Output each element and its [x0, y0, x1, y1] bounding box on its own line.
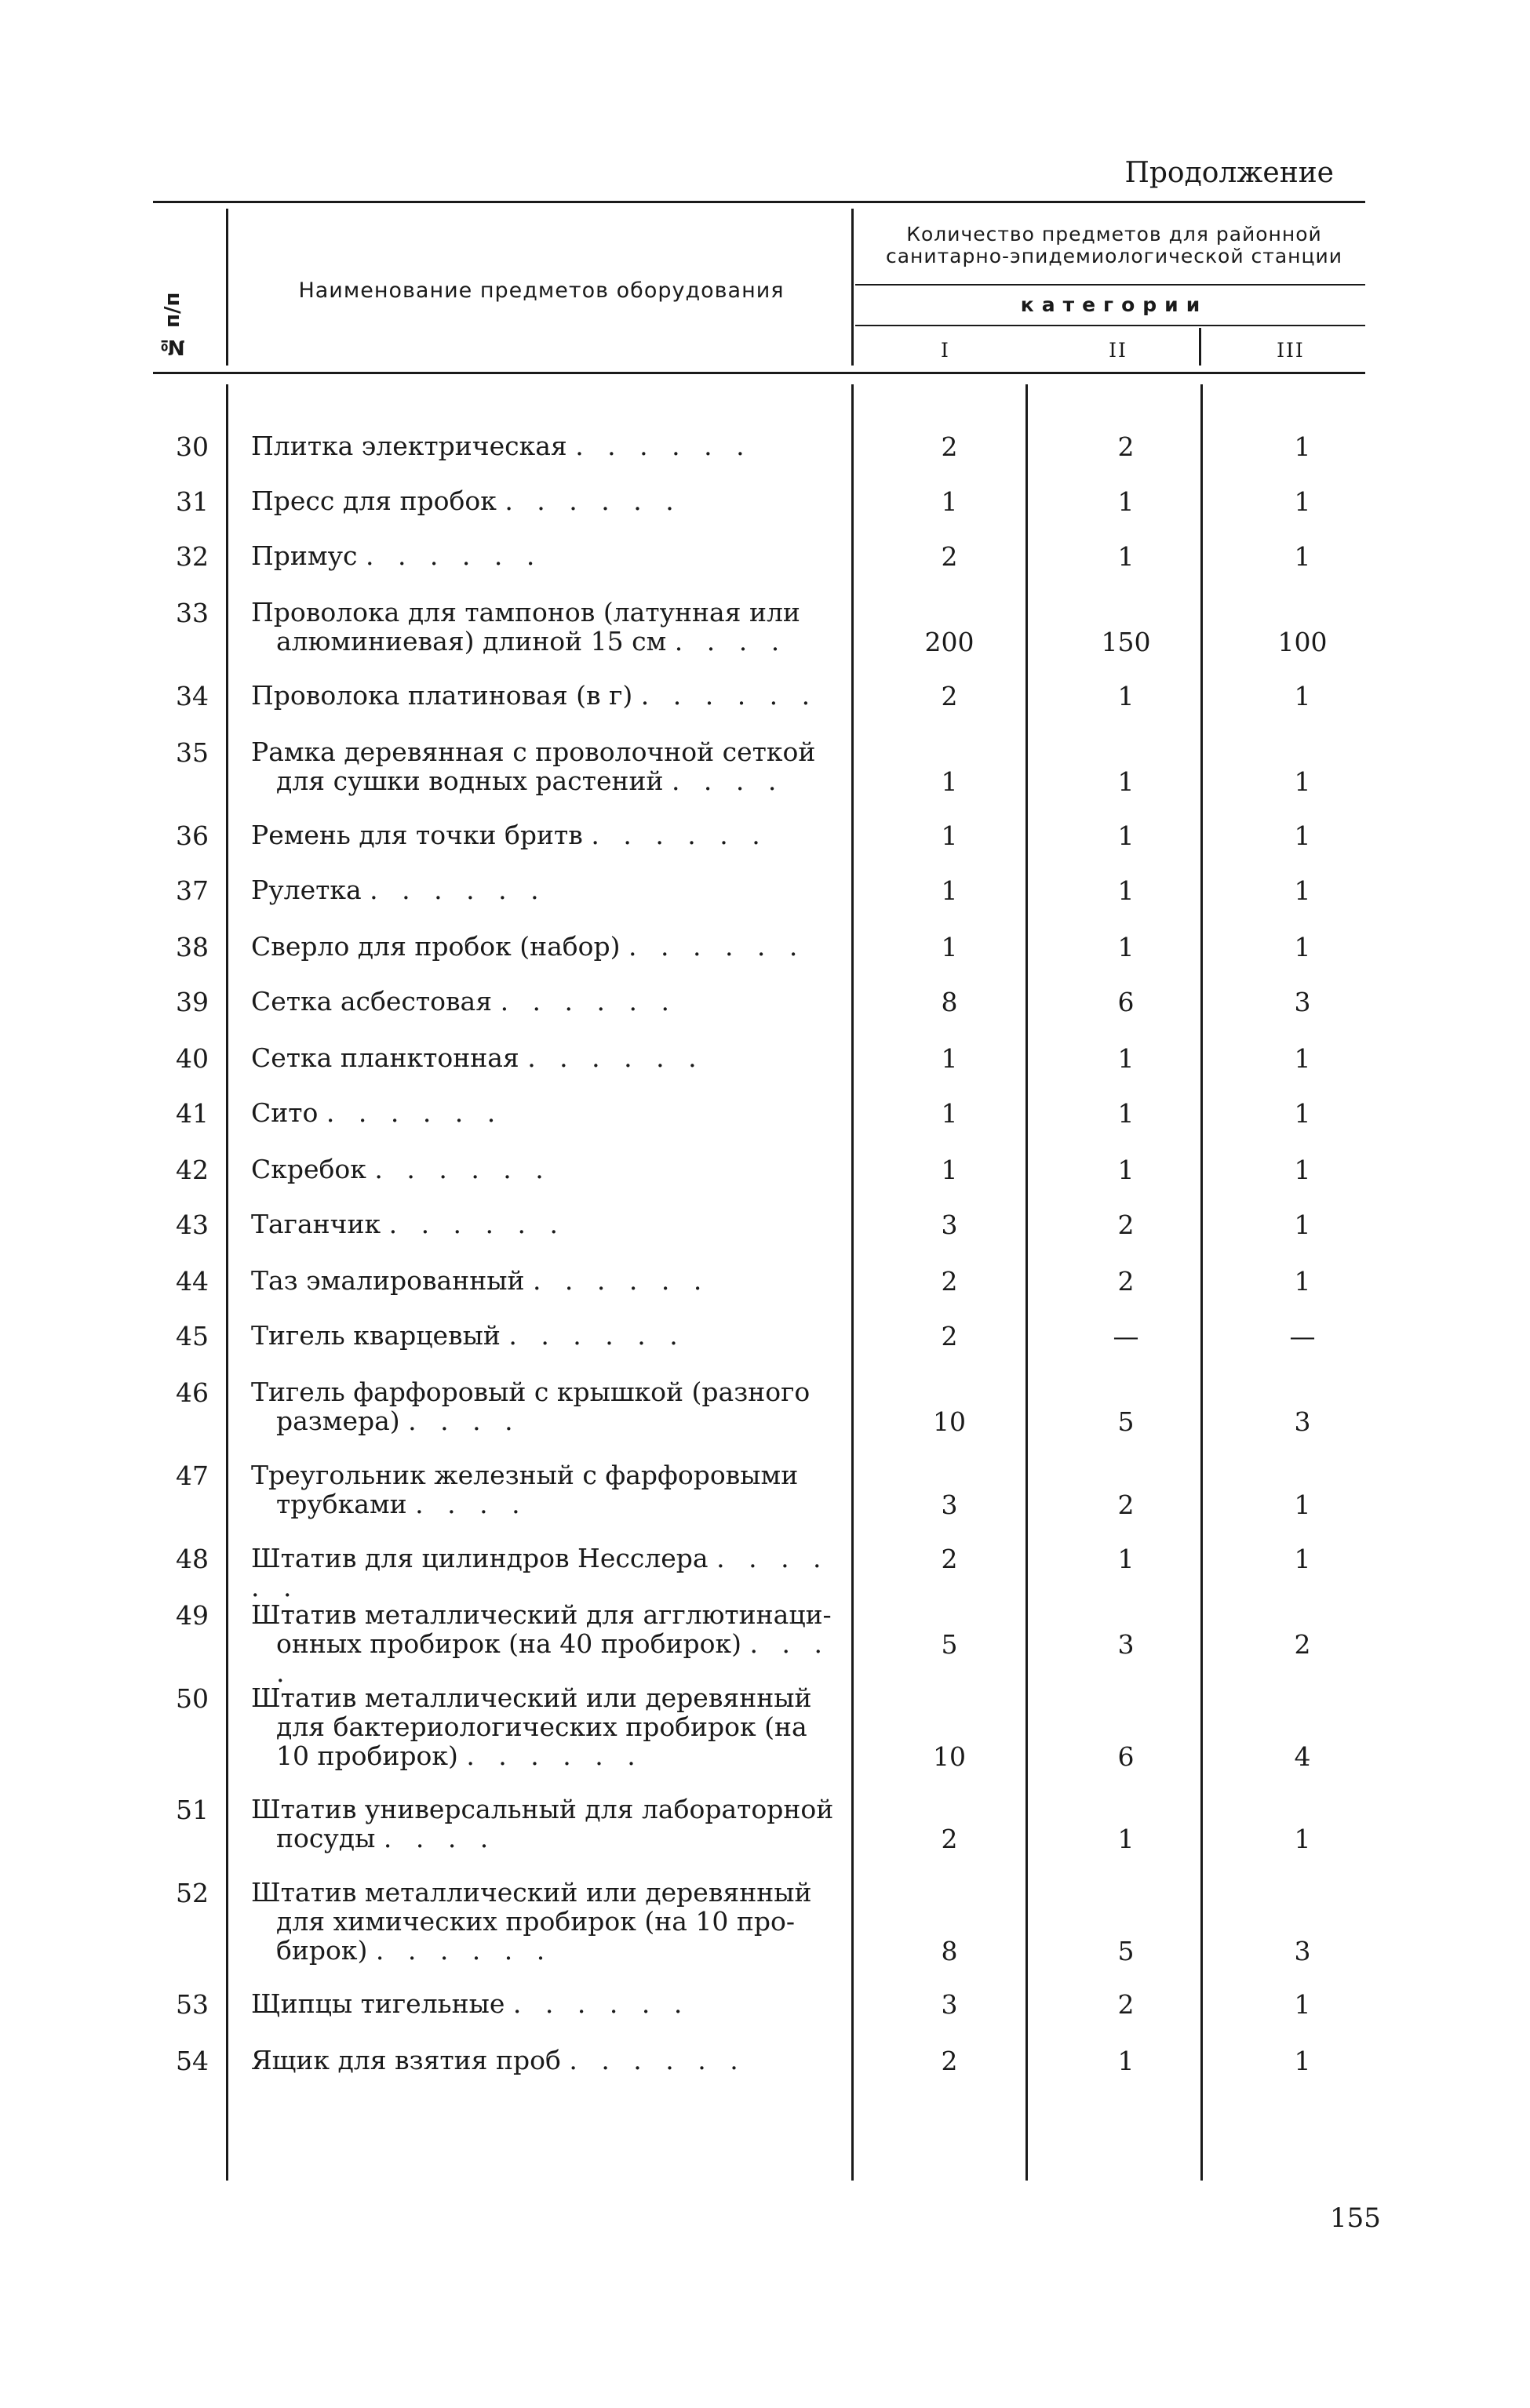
item-name-line: размера) . . . . — [276, 1406, 521, 1436]
category-1-value: 2 — [941, 2046, 958, 2076]
category-2-value: 2 — [1117, 1989, 1135, 2020]
col-divider-name — [851, 209, 854, 366]
category-3-value: — — [1289, 1321, 1316, 1351]
category-1-value: 2 — [941, 541, 958, 572]
row-number: 35 — [176, 737, 209, 768]
category-1-value: 2 — [941, 681, 958, 711]
item-name-line: Ящик для взятия проб . . . . . . — [251, 2045, 746, 2075]
row-number: 54 — [176, 2046, 209, 2076]
row-number: 36 — [176, 820, 209, 851]
category-1-value: 3 — [941, 1209, 958, 1240]
item-name-line: для бактериологических пробирок (на — [276, 1711, 807, 1742]
category-3-value: 1 — [1294, 486, 1311, 517]
category-2-value: 1 — [1117, 875, 1135, 906]
row-number: 43 — [176, 1209, 209, 1240]
item-name-line: для химических пробирок (на 10 про- — [276, 1906, 796, 1937]
category-2-value: 2 — [1117, 1209, 1135, 1240]
category-1-value: 3 — [941, 1490, 958, 1520]
category-3-value: 1 — [1294, 1544, 1311, 1574]
item-name-line: 10 пробирок) . . . . . . — [276, 1741, 643, 1771]
category-3-value: 2 — [1294, 1629, 1311, 1660]
category-1-value: 1 — [941, 486, 958, 517]
category-1-value: 2 — [941, 1544, 958, 1574]
category-2-value: 1 — [1117, 766, 1135, 797]
item-name-line: Таз эмалированный . . . . . . — [251, 1265, 710, 1296]
item-name-line: Рамка деревянная с проволочной сеткой — [251, 737, 816, 767]
header-bottom-rule — [153, 372, 1365, 374]
item-name-line: Тигель кварцевый . . . . . . — [251, 1320, 686, 1351]
item-name — [251, 598, 840, 656]
item-name-line: Сетка планктонная . . . . . . — [251, 1042, 705, 1073]
category-header: категории — [1020, 293, 1208, 316]
name-column-header: Наименование предметов оборудования — [298, 278, 785, 303]
category-2-value: 1 — [1117, 486, 1135, 517]
item-name-line: Проволока для тампонов (латунная или — [251, 597, 800, 627]
category-1-value: 1 — [941, 766, 958, 797]
row-number: 48 — [176, 1544, 209, 1574]
item-name — [251, 541, 840, 570]
category-3-value: 1 — [1294, 1266, 1311, 1297]
table-top-rule — [153, 201, 1365, 203]
category-1-value: 5 — [941, 1629, 958, 1660]
num-column-header: № п/п — [161, 292, 184, 359]
row-number: 33 — [176, 598, 209, 628]
row-number: 51 — [176, 1795, 209, 1825]
category-3-value: 3 — [1294, 987, 1311, 1017]
category-1-value: 1 — [941, 875, 958, 906]
quantity-header-line2: санитарно-эпидемиологической станции — [885, 245, 1343, 267]
category-2-value: 1 — [1117, 820, 1135, 851]
item-name — [251, 1460, 840, 1519]
category-1-value: 2 — [941, 1321, 958, 1351]
item-name-line: Щипцы тигельные . . . . . . — [251, 1988, 690, 2019]
item-name-line: Рулетка . . . . . . — [251, 875, 547, 905]
item-name-line: Штатив металлический или деревянный — [251, 1682, 812, 1713]
item-name-line: Штатив для цилиндров Несслера . . . . . . — [251, 1543, 829, 1602]
item-name — [251, 1878, 840, 1965]
category-3-value: 1 — [1294, 1989, 1311, 2020]
row-number: 47 — [176, 1460, 209, 1491]
item-name — [251, 1043, 840, 1072]
category-2-value: 1 — [1117, 1544, 1135, 1574]
row-number: 31 — [176, 486, 209, 517]
item-name — [251, 1600, 840, 1687]
item-name-line: Пресс для пробок . . . . . . — [251, 486, 682, 516]
row-number: 52 — [176, 1878, 209, 1908]
category-2-value: — — [1113, 1321, 1139, 1351]
item-name — [251, 1098, 840, 1127]
item-name-line: трубками . . . . — [276, 1489, 528, 1519]
category-2-value: 2 — [1117, 431, 1135, 462]
item-name — [251, 1321, 840, 1350]
category-1-value: 1 — [941, 1155, 958, 1185]
category-3-value: 1 — [1294, 2046, 1311, 2076]
category-3-value: 1 — [1294, 820, 1311, 851]
category-1-value: 10 — [933, 1741, 966, 1772]
item-name-line: Скребок . . . . . . — [251, 1154, 552, 1184]
category-3-value: 1 — [1294, 1209, 1311, 1240]
item-name — [251, 1795, 840, 1853]
category-2-value: 1 — [1117, 1824, 1135, 1854]
col-divider-num — [226, 209, 228, 366]
item-name-line: посуды . . . . — [276, 1823, 497, 1853]
row-number: 45 — [176, 1321, 209, 1351]
category-3-value: 3 — [1294, 1406, 1311, 1437]
item-name-line: алюминиевая) длиной 15 см . . . . — [276, 626, 788, 657]
item-name — [251, 2046, 840, 2075]
row-number: 34 — [176, 681, 209, 711]
item-name — [251, 1209, 840, 1239]
category-1-value: 8 — [941, 1936, 958, 1966]
item-name-line: Сито . . . . . . — [251, 1097, 504, 1128]
row-number: 40 — [176, 1043, 209, 1074]
item-name-line: Ремень для точки бритв . . . . . . — [251, 820, 768, 850]
category-3-value: 1 — [1294, 1098, 1311, 1129]
item-name-line: Плитка электрическая . . . . . . — [251, 431, 752, 461]
category-1-value: 1 — [941, 1043, 958, 1074]
category-2-value: 6 — [1117, 987, 1135, 1017]
item-name-line: Сверло для пробок (набор) . . . . . . — [251, 931, 806, 962]
category-1-value: 8 — [941, 987, 958, 1017]
category-1-value: 3 — [941, 1989, 958, 2020]
category-2-value: 2 — [1117, 1490, 1135, 1520]
category-1-value: 2 — [941, 1824, 958, 1854]
item-name-line: для сушки водных растений . . . . — [276, 766, 785, 796]
item-name-line: Треугольник железный с фарфоровыми — [251, 1460, 799, 1490]
row-number: 49 — [176, 1600, 209, 1631]
row-number: 32 — [176, 541, 209, 572]
item-name-line: Сетка асбестовая . . . . . . — [251, 986, 677, 1017]
row-number: 37 — [176, 875, 209, 906]
category-1-value: 2 — [941, 1266, 958, 1297]
item-name-line: Проволока платиновая (в г) . . . . . . — [251, 680, 818, 711]
row-number: 38 — [176, 932, 209, 962]
item-name-line: Штатив металлический или деревянный — [251, 1877, 812, 1908]
item-name — [251, 987, 840, 1016]
category-3-value: 1 — [1294, 1490, 1311, 1520]
category-2-value: 5 — [1117, 1936, 1135, 1966]
item-name — [251, 1266, 840, 1295]
category-2-value: 1 — [1117, 681, 1135, 711]
category-2-value: 5 — [1117, 1406, 1135, 1437]
category-3-value: 1 — [1294, 766, 1311, 797]
row-number: 30 — [176, 431, 209, 462]
category-3-value: 3 — [1294, 1936, 1311, 1966]
item-name-line: онных пробирок (на 40 пробирок) . . . . — [276, 1628, 830, 1688]
category-1-value: 2 — [941, 431, 958, 462]
category-3-value: 4 — [1294, 1741, 1311, 1772]
category-3-value: 1 — [1294, 1824, 1311, 1854]
category-1-value: 1 — [941, 1098, 958, 1129]
quantity-header-line1: Количество предметов для районной — [906, 223, 1322, 246]
category-2-value: 1 — [1117, 541, 1135, 572]
category-subheader-rule — [855, 325, 1365, 326]
category-3-value: 1 — [1294, 875, 1311, 906]
category-2-value: 2 — [1117, 1266, 1135, 1297]
page-number: 155 — [1330, 2202, 1381, 2234]
category-3-value: 1 — [1294, 541, 1311, 572]
category-3-value: 1 — [1294, 1043, 1311, 1074]
row-number: 46 — [176, 1377, 209, 1408]
category-3-value: 1 — [1294, 1155, 1311, 1185]
item-name — [251, 737, 840, 795]
category-2-value: 1 — [1117, 1155, 1135, 1185]
category-3-value: 1 — [1294, 932, 1311, 962]
item-name-line: Примус . . . . . . — [251, 540, 543, 571]
row-number: 42 — [176, 1155, 209, 1185]
item-name-line: бирок) . . . . . . — [276, 1935, 553, 1966]
category-2-value: 150 — [1101, 627, 1151, 657]
item-name — [251, 820, 840, 849]
item-name — [251, 1683, 840, 1770]
category-1-value: 200 — [924, 627, 974, 657]
category-2-value: 1 — [1117, 2046, 1135, 2076]
item-name — [251, 431, 840, 460]
category-3-header: III — [1277, 339, 1305, 362]
item-name-line: Штатив металлический для агглютинаци- — [251, 1599, 832, 1630]
category-1-value: 1 — [941, 820, 958, 851]
col-divider-num-body — [226, 384, 228, 2181]
qty-subheader-rule — [855, 284, 1365, 286]
col-divider-name-body — [851, 384, 854, 2181]
category-2-value: 3 — [1117, 1629, 1135, 1660]
row-number: 53 — [176, 1989, 209, 2020]
quantity-column-header — [859, 224, 1369, 267]
item-name — [251, 486, 840, 515]
item-name — [251, 932, 840, 961]
item-name — [251, 1377, 840, 1435]
category-3-value: 1 — [1294, 681, 1311, 711]
category-1-value: 10 — [933, 1406, 966, 1437]
category-2-value: 1 — [1117, 932, 1135, 962]
category-3-value: 100 — [1277, 627, 1328, 657]
category-2-header: II — [1109, 339, 1127, 362]
item-name-line: Штатив универсальный для лабораторной — [251, 1794, 834, 1824]
item-name — [251, 1989, 840, 2018]
row-number: 39 — [176, 987, 209, 1017]
item-name — [251, 875, 840, 904]
category-1-value: 1 — [941, 932, 958, 962]
row-number: 50 — [176, 1683, 209, 1714]
category-2-value: 6 — [1117, 1741, 1135, 1772]
item-name — [251, 1544, 840, 1602]
category-2-value: 1 — [1117, 1098, 1135, 1129]
category-3-value: 1 — [1294, 431, 1311, 462]
item-name-line: Таганчик . . . . . . — [251, 1209, 566, 1239]
item-name — [251, 681, 840, 710]
item-name-line: Тигель фарфоровый с крышкой (разного — [251, 1377, 811, 1407]
row-number: 44 — [176, 1266, 209, 1297]
row-number: 41 — [176, 1098, 209, 1129]
continued-label: Продолжение — [1124, 157, 1334, 189]
category-2-value: 1 — [1117, 1043, 1135, 1074]
category-1-header: I — [941, 339, 950, 362]
item-name — [251, 1155, 840, 1184]
